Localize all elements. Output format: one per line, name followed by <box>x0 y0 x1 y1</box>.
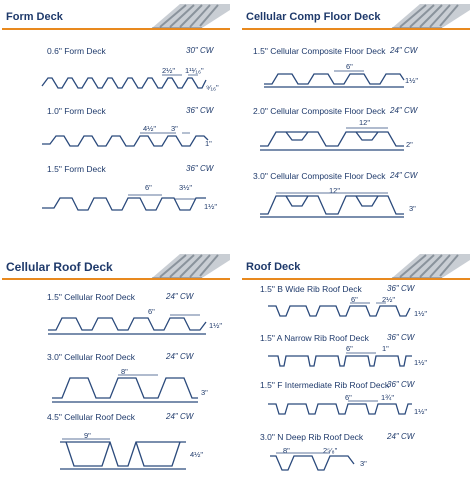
roof-deck-a-label: 1.5" A Narrow Rib Roof Deck <box>260 333 369 343</box>
form-deck-1-5-label: 1.5" Form Deck <box>47 164 106 174</box>
roof-deck-f-width: 36" CW <box>387 380 415 389</box>
cellular-comp-3-0-label: 3.0" Cellular Composite Floor Deck <box>253 171 386 181</box>
cellular-roof-3-0-width: 24" CW <box>166 352 194 361</box>
cellular-comp-3-0-dim-a: 12" <box>329 186 341 195</box>
roof-deck-b-depth: 1½" <box>414 309 428 318</box>
form-deck-0-6-label: 0.6" Form Deck <box>47 46 106 56</box>
form-deck-1-5-width: 36" CW <box>186 164 214 173</box>
metal-deck-icon <box>150 2 230 30</box>
cellular-comp-2-0-depth: 2" <box>406 140 413 149</box>
roof-deck-n-profile <box>268 452 358 476</box>
form-deck-0-6-profile <box>40 74 210 94</box>
cellular-roof-4-5-dim-a: 9" <box>84 431 91 440</box>
cellular-roof-3-0-dim-a: 8" <box>121 367 128 376</box>
roof-deck-a-dim-a: 6" <box>346 344 353 353</box>
form-deck-1-0-label: 1.0" Form Deck <box>47 106 106 116</box>
cellular-comp-2-0-dim-a: 12" <box>359 118 371 127</box>
cellular-roof-4-5-profile <box>58 438 190 472</box>
form-deck-1-0-dim-b: 3" <box>171 124 178 133</box>
roof-deck-n-label: 3.0" N Deep Rib Roof Deck <box>260 432 364 442</box>
cellular-comp-title: Cellular Comp Floor Deck <box>246 11 381 23</box>
cellular-comp-1-5-depth: 1½" <box>405 76 419 85</box>
form-deck-title: Form Deck <box>6 11 63 23</box>
cellular-comp-3-0-width: 24" CW <box>390 171 418 180</box>
cellular-roof-header <box>2 258 230 280</box>
roof-deck-b-width: 36" CW <box>387 284 415 293</box>
form-deck-1-0-depth: 1" <box>205 139 212 148</box>
form-deck-1-5-depth: 1½" <box>204 202 218 211</box>
cellular-comp-2-0-profile <box>258 126 408 156</box>
form-deck-0-6-width: 30" CW <box>186 46 214 55</box>
roof-deck-a-profile <box>266 352 414 372</box>
roof-deck-a-depth: 1½" <box>414 358 428 367</box>
cellular-roof-panel <box>2 258 230 280</box>
form-deck-1-5-profile <box>40 194 210 218</box>
cellular-roof-4-5-depth: 4½" <box>190 450 204 459</box>
roof-deck-f-dim-a: 6" <box>345 393 352 402</box>
cellular-roof-3-0-profile <box>50 374 200 406</box>
roof-deck-panel <box>242 258 470 280</box>
roof-deck-f-depth: 1½" <box>414 407 428 416</box>
form-deck-0-6-dim-b: 1¹¹⁄₁₆" <box>185 66 204 75</box>
cellular-comp-1-5-width: 24" CW <box>390 46 418 55</box>
cellular-comp-3-0-profile <box>258 192 408 222</box>
cellular-roof-1-5-width: 24" CW <box>166 292 194 301</box>
cellular-comp-1-5-dim-a: 6" <box>346 62 353 71</box>
cellular-comp-1-5-profile <box>262 70 407 92</box>
roof-deck-b-label: 1.5" B Wide Rib Roof Deck <box>260 284 362 294</box>
roof-deck-title: Roof Deck <box>246 261 301 273</box>
roof-deck-n-dim-a: 8" <box>283 446 290 455</box>
form-deck-1-5-dim-a: 6" <box>145 183 152 192</box>
form-deck-1-0-profile <box>40 132 210 152</box>
metal-deck-icon <box>390 252 470 280</box>
cellular-roof-3-0-depth: 3" <box>201 388 208 397</box>
roof-deck-b-dim-a: 6" <box>351 295 358 304</box>
cellular-roof-1-5-dim-a: 6" <box>148 307 155 316</box>
roof-deck-n-depth: 3" <box>360 459 367 468</box>
form-deck-1-0-width: 36" CW <box>186 106 214 115</box>
cellular-roof-1-5-profile <box>46 314 210 338</box>
form-deck-1-5-dim-b: 3½" <box>179 183 193 192</box>
cellular-comp-1-5-label: 1.5" Cellular Composite Floor Deck <box>253 46 386 56</box>
form-deck-0-6-depth: ⁹⁄₁₆" <box>206 83 219 92</box>
cellular-comp-2-0-label: 2.0" Cellular Composite Floor Deck <box>253 106 386 116</box>
roof-deck-f-dim-b: 1¾" <box>381 393 395 402</box>
roof-deck-b-profile <box>266 302 414 322</box>
roof-deck-f-profile <box>266 400 414 420</box>
form-deck-1-0-dim-a: 4½" <box>143 124 157 133</box>
cellular-roof-title: Cellular Roof Deck <box>6 260 113 274</box>
roof-deck-a-dim-b: 1" <box>382 344 389 353</box>
cellular-roof-3-0-label: 3.0" Cellular Roof Deck <box>47 352 136 362</box>
cellular-roof-4-5-width: 24" CW <box>166 412 194 421</box>
form-deck-header <box>2 8 230 30</box>
cellular-roof-4-5-label: 4.5" Cellular Roof Deck <box>47 412 136 422</box>
roof-deck-f-label: 1.5" F Intermediate Rib Roof Deck <box>260 380 390 390</box>
cellular-comp-2-0-width: 24" CW <box>390 106 418 115</box>
roof-deck-n-dim-b: 2⁵⁄₈" <box>323 446 338 455</box>
cellular-comp-panel <box>242 8 470 30</box>
metal-deck-icon <box>390 2 470 30</box>
cellular-comp-header <box>242 8 470 30</box>
roof-deck-header <box>242 258 470 280</box>
cellular-roof-1-5-label: 1.5" Cellular Roof Deck <box>47 292 136 302</box>
form-deck-panel <box>2 8 230 30</box>
roof-deck-b-dim-b: 2½" <box>382 295 396 304</box>
cellular-comp-3-0-depth: 3" <box>409 204 416 213</box>
metal-deck-icon <box>150 252 230 280</box>
roof-deck-n-width: 24" CW <box>387 432 415 441</box>
roof-deck-a-width: 36" CW <box>387 333 415 342</box>
cellular-roof-1-5-depth: 1½" <box>209 321 223 330</box>
form-deck-0-6-dim-a: 2½" <box>162 66 176 75</box>
